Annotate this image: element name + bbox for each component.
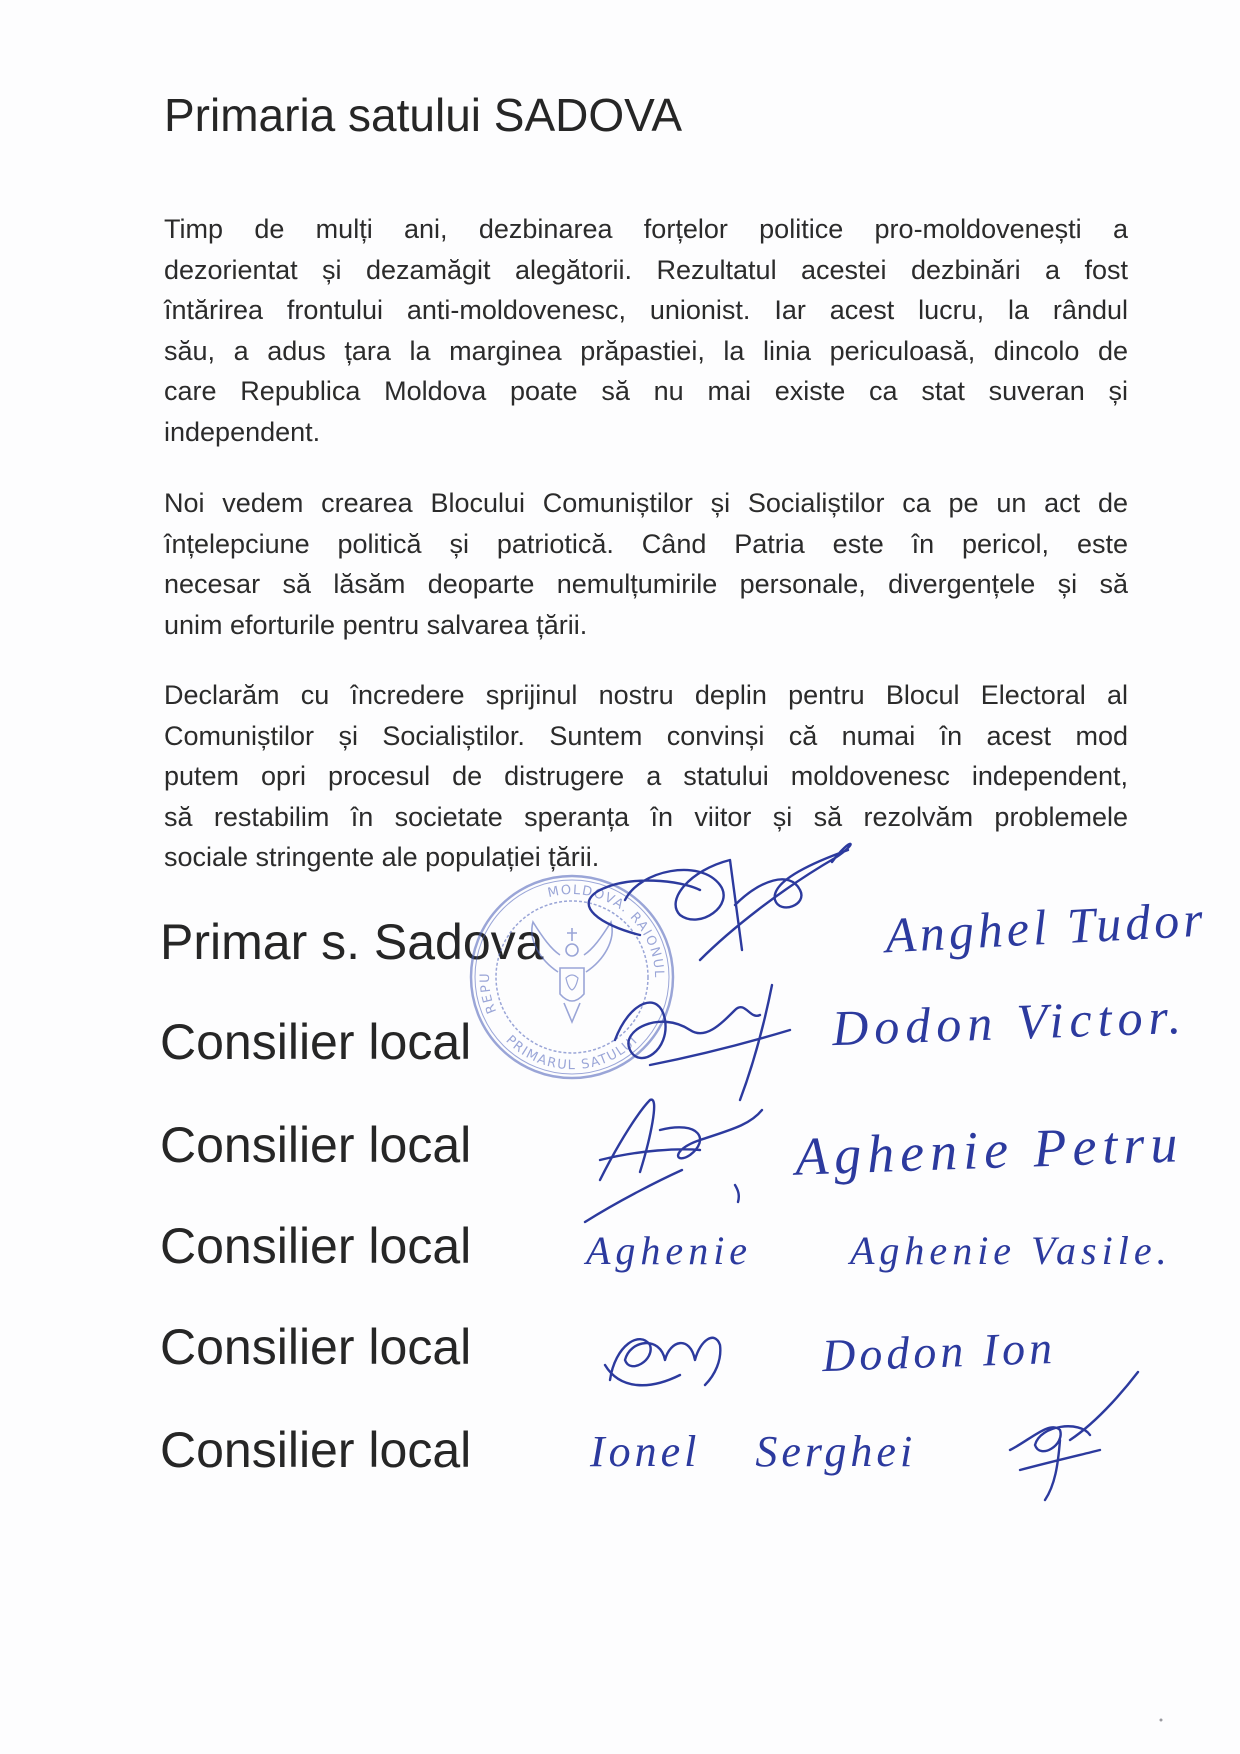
paragraph-line: Timp de mulți ani, dezbinarea forțelor politice pro-moldovenești a [164,214,1128,244]
seal-text-top: MOLDOVA. RAIONUL [546,882,667,980]
coat-of-arms-icon [532,922,612,1022]
handwritten-name: Anghel Tudor [883,890,1208,964]
paragraph-line: dezorientat și dezamăgit alegătorii. Rezultatul acestei dezbinări a fost [164,254,1128,285]
seal-outer-ring [471,876,673,1078]
role-councillor: Consilier local [160,1422,472,1478]
handwritten-signature: Aghenie [586,1228,753,1273]
paragraph-line: putem opri procesul de distrugere a statului moldovenesc independent, [164,761,1128,791]
handwritten-name: Ionel Serghei [590,1427,917,1476]
official-seal [471,876,673,1078]
role-councillor: Consilier local [160,1218,472,1274]
paragraph-1 [164,209,1128,452]
seal-outer-ring-inner [475,880,669,1074]
paragraph-line: Declarăm cu încredere sprijinul nostru deplin pentru Blocul Electoral al [164,680,1128,710]
handwritten-name: Dodon Ion [821,1321,1057,1382]
role-mayor: Primar s. Sadova [160,914,544,970]
signature-scribble-councillor-2 [585,1100,762,1222]
role-councillor: Consilier local [160,1319,472,1375]
page-title: Primaria satului SADOVA [164,89,683,141]
role-councillor: Consilier local [160,1014,472,1070]
paragraph-line: Comuniștilor și Socialiștilor. Suntem convinși că numai în acest mod [164,720,1128,751]
paragraph-line: necesar să lăsăm deoparte nemulțumirile personale, divergențele și să [164,569,1128,599]
signature-scribble-councillor-1 [615,985,790,1100]
paragraph-line: întărirea frontului anti-moldovenesc, unionist. Iar acest lucru, la rândul [164,295,1128,325]
seal-text-left: REPU [477,971,501,1016]
paragraph-line: care Republica Moldova poate să nu mai existe ca stat suveran și [164,376,1128,406]
seal-text-bottom: PRIMARUL SATULUI [502,1032,642,1074]
paragraph-2 [164,483,1128,645]
handwritten-name: Dodon Victor. [831,987,1188,1057]
paragraph-line: sociale stringente ale populației țării. [164,842,600,872]
paragraph-line: înțelepciune politică și patriotică. Când Patria este în pericol, este [164,528,1128,559]
paragraph-line: Noi vedem crearea Blocului Comuniștilor și Socialiștilor ca pe un act de [164,488,1128,518]
role-councillor: Consilier local [160,1117,472,1173]
signature-scribble-councillor-5 [1010,1372,1138,1500]
scan-speck [1160,1719,1163,1722]
paragraph-line: să restabilim în societate speranța în viitor și să rezolvăm problemele [164,801,1128,832]
paragraph-line: independent. [164,416,321,447]
signature-scribble-councillor-4 [605,1338,720,1385]
handwritten-name: Aghenie Petru [794,1113,1185,1187]
paragraph-3 [164,675,1128,878]
handwritten-name: Aghenie Vasile. [850,1228,1172,1273]
paragraph-line: unim eforturile pentru salvarea țării. [164,609,588,640]
paragraph-line: său, a adus țara la marginea prăpastiei, la linia periculoasă, dincolo de [164,335,1128,366]
